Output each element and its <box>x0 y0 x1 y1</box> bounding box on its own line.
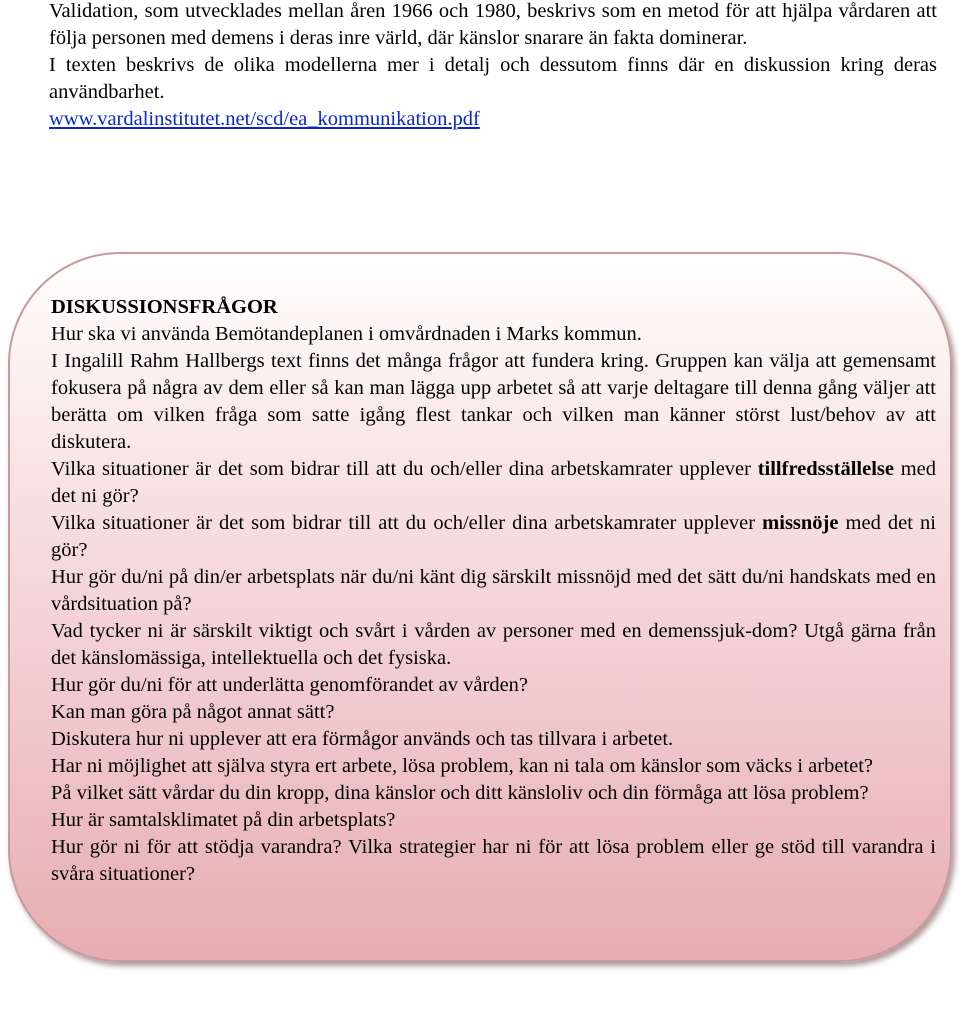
discussion-question: Har ni möjlighet att själva styra ert arbete, lösa problem, kan ni tala om känslor som väcks i arbetet? <box>51 755 874 777</box>
emphasis-word: missnöje <box>762 512 839 534</box>
reference-link[interactable]: www.vardalinstitutet.net/scd/ea_kommunikation.pdf <box>49 108 480 130</box>
discussion-heading: DISKUSSIONSFRÅGOR <box>51 296 278 318</box>
discussion-question: Hur gör du/ni på din/er arbetsplats när du/ni känt dig särskilt missnöjd med det sätt du/ni handskats med en vårdsituation på? <box>51 566 936 615</box>
discussion-box <box>8 252 952 962</box>
discussion-question: Hur ska vi använda Bemötandeplanen i omvårdnaden i Marks kommun. <box>51 323 642 345</box>
question-text: med det ni gör? <box>51 458 936 507</box>
discussion-question <box>51 510 936 564</box>
discussion-question: Hur är samtalsklimatet på din arbetsplats? <box>51 809 396 831</box>
discussion-content <box>51 294 936 888</box>
reference-link-line <box>49 106 937 133</box>
discussion-question: I Ingalill Rahm Hallbergs text finns det många frågor att fundera kring. Gruppen kan välja att gemensamt fokusera på några av dem eller så kan man lägga upp arbetet så att varje deltagare till denna gång väljer att berätta om vilken fråga som satte igång flest tankar och vilken man känner störst lust/behov av att diskutera. <box>51 350 936 453</box>
question-text: Vilka situationer är det som bidrar till att du och/eller dina arbetskamrater upplever <box>51 458 758 480</box>
intro-text <box>49 0 937 133</box>
discussion-question: Kan man göra på något annat sätt? <box>51 701 335 723</box>
discussion-question <box>51 456 936 510</box>
question-text: med det ni gör? <box>51 512 936 561</box>
question-text: Vilka situationer är det som bidrar till att du och/eller dina arbetskamrater upplever <box>51 512 763 534</box>
intro-paragraph-validation: Validation, som utvecklades mellan åren 1966 och 1980, beskrivs som en metod för att hjälpa vårdaren att följa personen med demens i deras inre värld, där känslor snarare än fakta dominerar. <box>49 0 937 49</box>
emphasis-word: tillfredsställelse <box>757 458 894 480</box>
discussion-question: Hur gör ni för att stödja varandra? Vilka strategier har ni för att lösa problem eller ge stöd till varandra i svåra situationer? <box>51 836 936 885</box>
discussion-question: Diskutera hur ni upplever att era förmågor används och tas tillvara i arbetet. <box>51 728 674 750</box>
discussion-question: Vad tycker ni är särskilt viktigt och svårt i vården av personer med en demenssjuk-dom? Utgå gärna från det känslomässiga, intellektuella och det fysiska. <box>51 620 936 669</box>
discussion-question: På vilket sätt vårdar du din kropp, dina känslor och ditt känsloliv och din förmåga att lösa problem? <box>51 782 869 804</box>
intro-paragraph-models: I texten beskrivs de olika modellerna mer i detalj och dessutom finns där en diskussion kring deras användbarhet. <box>49 54 937 103</box>
discussion-question: Hur gör du/ni för att underlätta genomförandet av vården? <box>51 674 529 696</box>
